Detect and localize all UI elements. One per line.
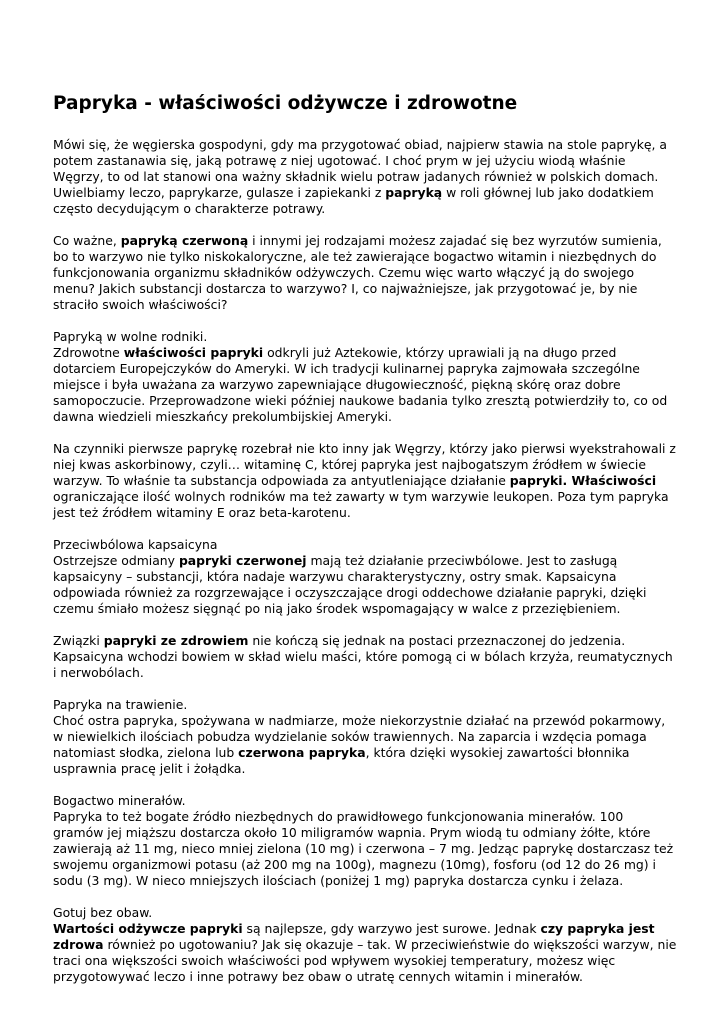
text-span: w roli głównej lub jako dodatkiem często decydującym o charakterze potrawy.	[53, 185, 654, 216]
paragraph-wolne-rodniki	[53, 345, 677, 425]
paragraph-witamina-c	[53, 441, 677, 521]
text-span: odkryli już Aztekowie, którzy uprawiali ją na długo przed dotarciem Europejczyków do Ameryki. W ich tradycji kulinarnej papryka zajmowała szczególne miejsce i była uważana za warzywo zapewniające długowieczność, piękną skórę oraz dobre samopoczucie. Przeprowadzone wieki później naukowe badania tylko zresztą potwierdziły to, co od dawna wiedzieli mieszkańcy prekolumbijskiej Ameryki.	[53, 345, 668, 424]
text-span: Co ważne,	[53, 233, 121, 248]
text-span: Zdrowotne	[53, 345, 124, 360]
text-span: Na czynniki pierwsze paprykę rozebrał nie kto inny jak Węgrzy, którzy jako pierwsi wyekstrahowali z niej kwas askorbinowy, czyli… witaminę C, której papryka jest najbogatszym źródłem w świecie warzyw. To właśnie ta substancja odpowiada za antyutleniające działanie	[53, 441, 676, 488]
paragraph-kapsaicyna	[53, 553, 677, 617]
text-span: również po ugotowaniu? Jak się okazuje – tak. W przeciwieństwie do większości warzyw, nie traci ona większości swoich właściwości pod wpływem wysokiej temperatury, możesz więc przygotowywać leczo i inne potrawy bez obaw o utratę cennych witamin i minerałów.	[53, 937, 677, 984]
text-span: , która dzięki wysokiej zawartości błonnika usprawnia pracę jelit i żołądka.	[53, 745, 630, 776]
section-heading-gotuj: Gotuj bez obaw.	[53, 905, 153, 920]
bold-text: czy papryka jest zdrowa	[53, 921, 655, 952]
paragraph-trawienie	[53, 713, 677, 777]
bold-text: papryki czerwonej	[178, 553, 307, 568]
text-span: Ostrzejsze odmiany	[53, 553, 179, 568]
bold-text: papryki. Właściwości	[509, 473, 657, 488]
bold-text: właściwości papryki	[123, 345, 264, 360]
section-heading-mineraly: Bogactwo minerałów.	[53, 793, 186, 808]
text-span: Mówi się, że węgierska gospodyni, gdy ma przygotować obiad, najpierw stawia na stole paprykę, a potem zastanawia się, jaką potrawę z niej ugotować. I choć prym w jej użyciu wiodą właśnie Węgrzy, to od lat stanowi ona ważny składnik wielu potraw jadanych również w polskich domach. Uwielbiamy leczo, paprykarze, gulasze i zapiekanki z	[53, 137, 667, 200]
bold-text: papryką	[385, 185, 443, 200]
paragraph-mineraly: Papryka to też bogate źródło niezbędnych do prawidłowego funkcjonowania minerałów. 100 gramów jej miąższu dostarcza około 10 miligramów wapnia. Prym wiodą tu odmiany żółte, które zawierają aż 11 mg, nieco mniej zielona (10 mg) i czerwona – 7 mg. Jedząc paprykę dostarczasz też swojemu organizmowi potasu (aż 200 mg na 100g), magnezu (10mg), fosforu (od 12 do 26 mg) i sodu (3 mg). W nieco mniejszych ilościach (poniżej 1 mg) papryka dostarcza cynku i żelaza.	[53, 809, 674, 888]
text-span: Związki	[53, 633, 104, 648]
text-span: nie kończą się jednak na postaci przeznaczonej do jedzenia. Kapsaicyna wchodzi bowiem w skład wielu maści, które pomogą ci w bólach krzyża, reumatycznych i nerwobólach.	[53, 633, 673, 680]
paragraph-masci	[53, 633, 677, 681]
text-span: mają też działanie przeciwbólowe. Jest to zasługą kapsaicyny – substancji, która nadaje warzywu charakterystyczny, ostry smak. Kapsaicyna odpowiada również za rozgrzewające i oczyszczające drogi oddechowe działanie papryki, dzięki czemu śmiało możesz sięgnąć po nią jako środek wspomagający w walce z przeziębieniem.	[53, 553, 647, 616]
bold-text: Wartości odżywcze papryki	[53, 921, 243, 936]
bold-text: papryką czerwoną	[120, 233, 249, 248]
section-heading-wolne-rodniki: Papryką w wolne rodniki.	[53, 329, 208, 344]
paragraph-2	[53, 233, 677, 313]
bold-text: czerwona papryka	[238, 745, 366, 760]
section-heading-trawienie: Papryka na trawienie.	[53, 697, 188, 712]
section-heading-kapsaicyna: Przeciwbólowa kapsaicyna	[53, 537, 218, 552]
bold-text: papryki ze zdrowiem	[103, 633, 249, 648]
text-span: ograniczające ilość wolnych rodników ma też zawarty w tym warzywie leukopen. Poza tym papryka jest też źródłem witaminy E oraz beta-karotenu.	[53, 489, 669, 520]
text-span: Choć ostra papryka, spożywana w nadmiarze, może niekorzystnie działać na przewód pokarmowy, w niewielkich ilościach pobudza wydzielanie soków trawiennych. Na zaparcia i wzdęcia pomaga natomiast słodka, zielona lub	[53, 713, 666, 760]
text-span: są najlepsze, gdy warzywo jest surowe. Jednak	[242, 921, 541, 936]
text-span: i innymi jej rodzajami możesz zajadać się bez wyrzutów sumienia, bo to warzywo nie tylko niskokaloryczne, ale też zawierające bogactwo witamin i niezbędnych do funkcjonowania organizmu składników odżywczych. Czemu więc warto włączyć ją do swojego menu? Jakich substancji dostarcza to warzywo? I, co najważniejsze, jak przygotować je, by nie straciło swoich właściwości?	[53, 233, 662, 312]
document-title: Papryka - właściwości odżywcze i zdrowotne	[53, 93, 518, 114]
intro-paragraph	[53, 137, 677, 217]
paragraph-gotuj	[53, 921, 677, 985]
